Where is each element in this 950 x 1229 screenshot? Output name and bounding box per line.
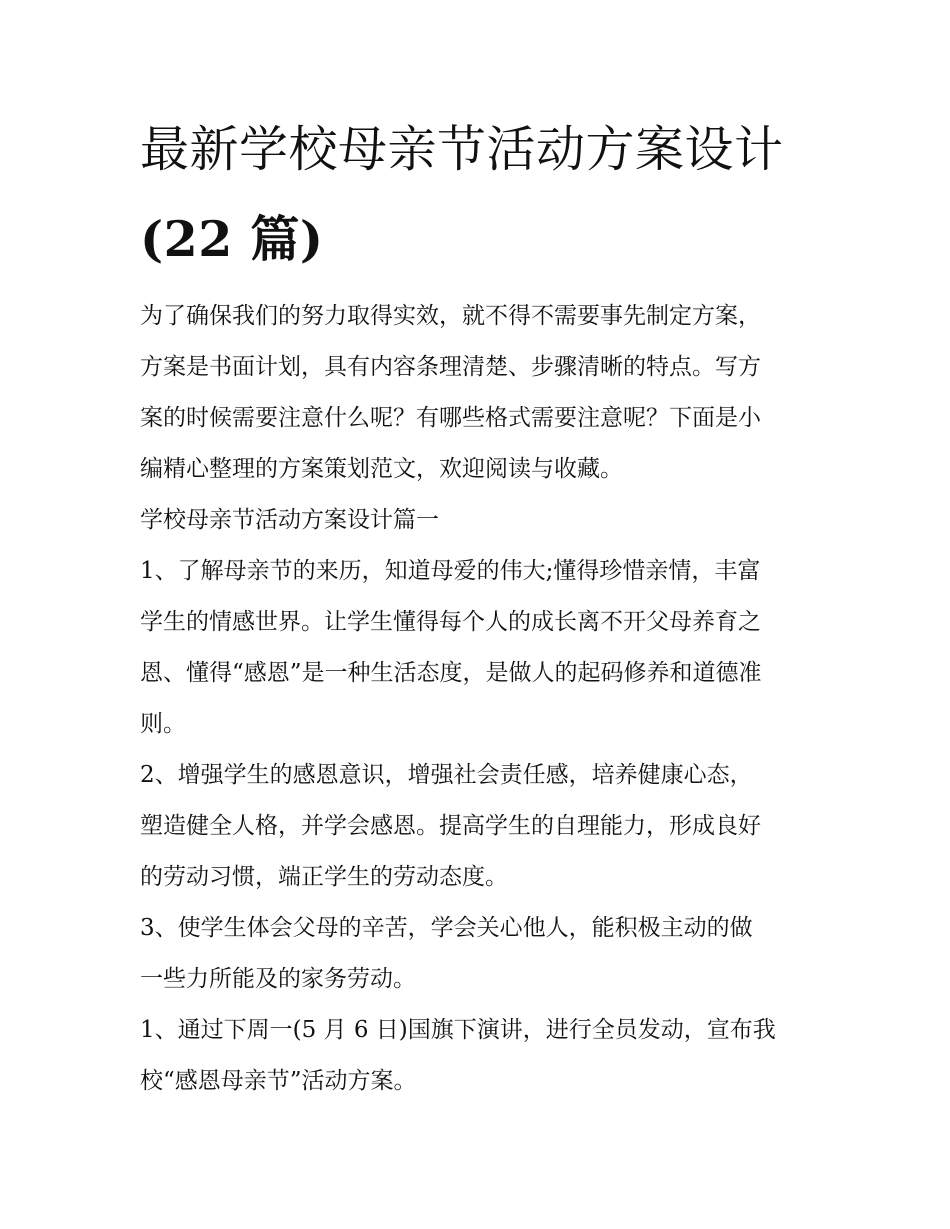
title-line-2: (22 篇) — [140, 210, 324, 268]
activity-item-1 — [140, 1011, 810, 1100]
paragraph-line: 恩、懂得“感恩”是一种生活态度，是做人的起码修养和道德准 — [140, 660, 762, 686]
section-heading — [140, 501, 810, 539]
document-content — [140, 112, 810, 1100]
paragraph-line: 方案是书面计划，具有内容条理清楚、步骤清晰的特点。写方 — [140, 354, 761, 380]
intro-paragraph — [140, 297, 810, 488]
section-heading-text: 学校母亲节活动方案设计篇一 — [140, 507, 439, 533]
goal-item-1 — [140, 552, 810, 743]
paragraph-line: 为了确保我们的努力取得实效，就不得不需要事先制定方案， — [140, 303, 761, 329]
paragraph-line: 塑造健全人格，并学会感恩。提高学生的自理能力，形成良好 — [140, 813, 761, 839]
goal-item-3 — [140, 909, 810, 998]
document-title — [140, 112, 810, 277]
paragraph-line: 编精心整理的方案策划范文，欢迎阅读与收藏。 — [140, 456, 623, 482]
paragraph-line: 1、通过下周一(5 月 6 日)国旗下演讲，进行全员发动，宣布我 — [140, 1017, 776, 1043]
paragraph-line: 学生的情感世界。让学生懂得每个人的成长离不开父母养育之 — [140, 609, 761, 635]
paragraph-line: 校“感恩母亲节”活动方案。 — [140, 1068, 417, 1094]
paragraph-line: 3、使学生体会父母的辛苦，学会关心他人，能积极主动的做 — [140, 915, 753, 941]
title-line-1: 最新学校母亲节活动方案设计 — [140, 121, 784, 178]
paragraph-line: 则。 — [140, 711, 186, 737]
goal-item-2 — [140, 756, 810, 896]
paragraph-line: 案的时候需要注意什么呢？有哪些格式需要注意呢？下面是小 — [140, 405, 761, 431]
paragraph-line: 2、增强学生的感恩意识，增强社会责任感，培养健康心态， — [140, 762, 753, 788]
paragraph-line: 1、了解母亲节的来历，知道母爱的伟大;懂得珍惜亲情，丰富 — [140, 558, 761, 584]
paragraph-line: 一些力所能及的家务劳动。 — [140, 966, 416, 992]
paragraph-line: 的劳动习惯，端正学生的劳动态度。 — [140, 864, 508, 890]
